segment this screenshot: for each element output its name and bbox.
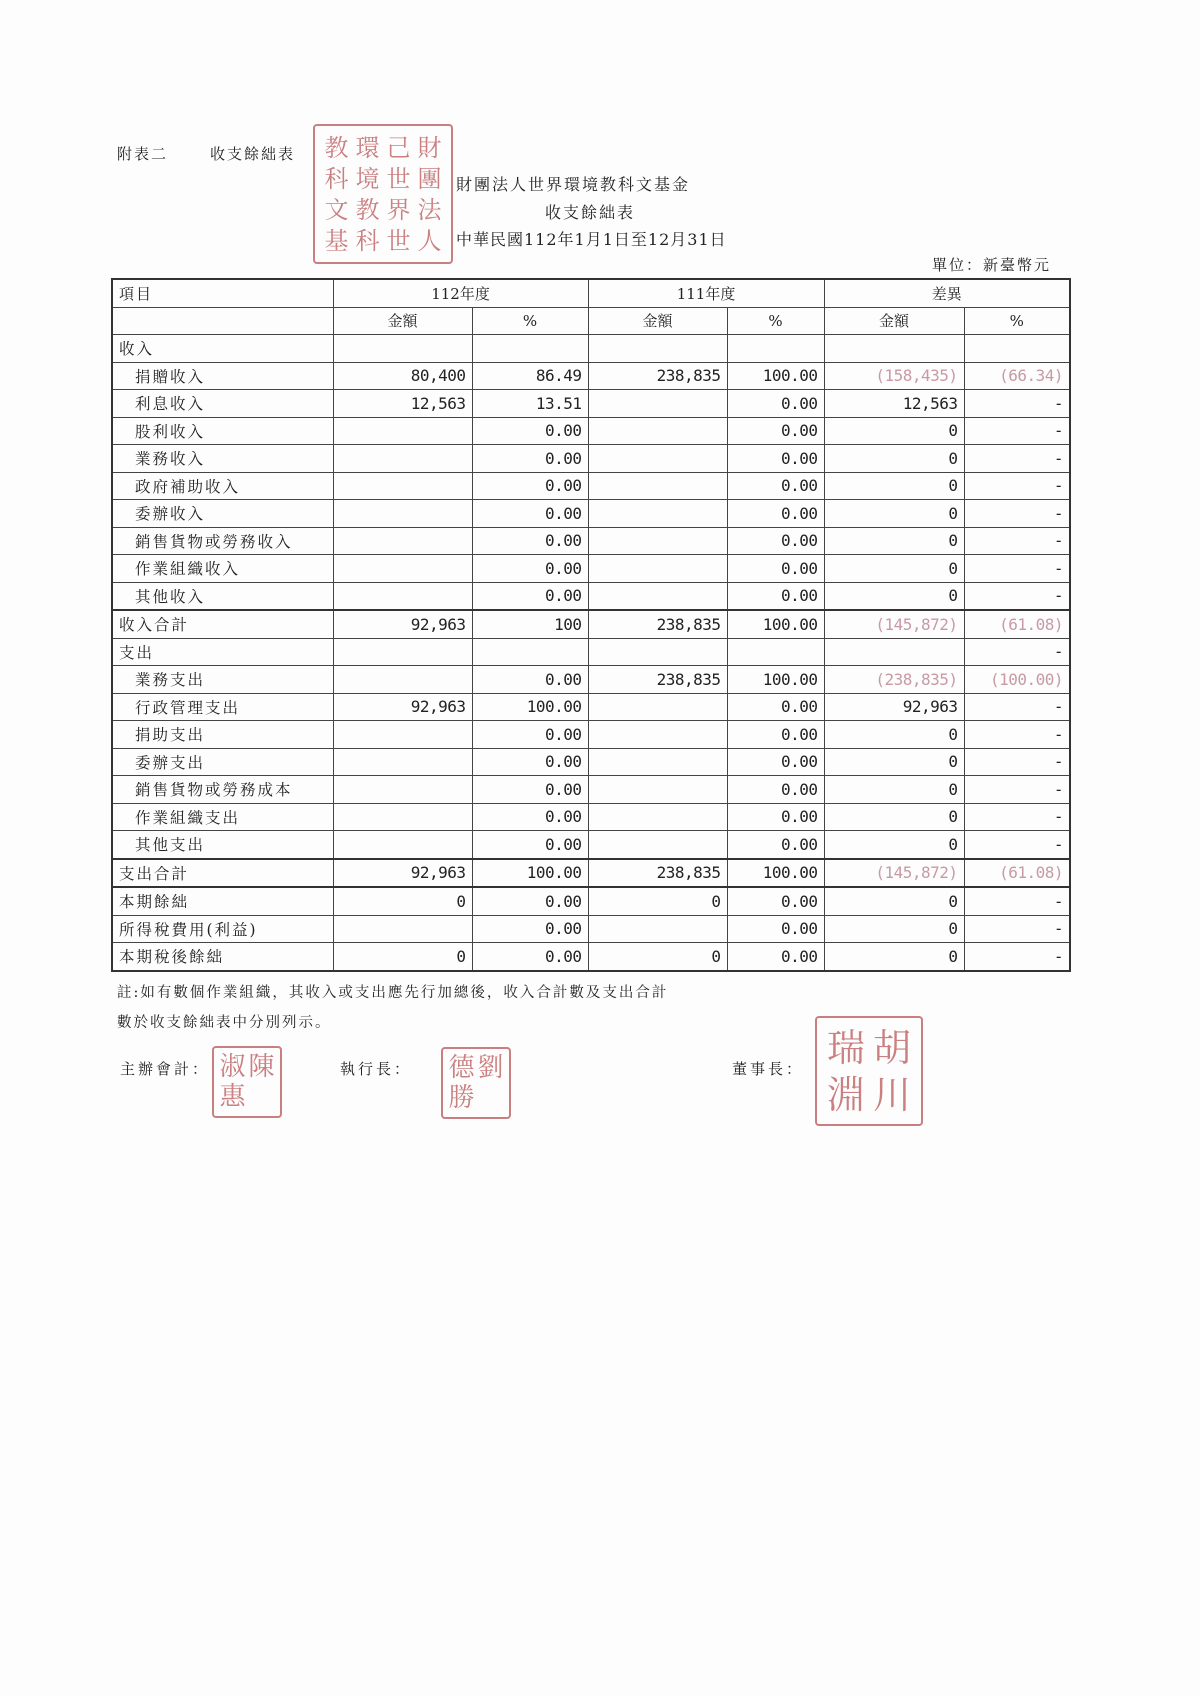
annex-title: 收支餘絀表: [210, 145, 296, 163]
cell-amount-112: [333, 445, 472, 473]
cell-amount-diff: 0: [824, 721, 964, 749]
cell-pct-111: 0.00: [727, 831, 824, 859]
cell-amount-diff: 0: [824, 943, 964, 971]
seal-glyph: 科: [324, 164, 349, 193]
table-row: [112, 335, 1070, 363]
row-label: 作業組織收入: [112, 555, 333, 583]
cell-pct-111: 100.00: [727, 666, 824, 694]
accountant-signature-label: 主辦會計：: [120, 1060, 211, 1078]
cell-pct-111: 0.00: [727, 915, 824, 943]
table-row: [112, 915, 1070, 943]
column-group-difference: 差異: [824, 279, 1070, 307]
report-period: 中華民國112年1月1日至12月31日: [456, 230, 727, 249]
seal-glyph: 財: [417, 133, 442, 162]
table-row: [112, 831, 1070, 859]
cell-pct-diff: -: [964, 527, 1070, 555]
cell-amount-diff: 0: [824, 500, 964, 528]
cell-pct-111: 0.00: [727, 445, 824, 473]
cell-amount-diff: (158,435): [824, 362, 964, 390]
cell-pct-112: 0.00: [472, 527, 588, 555]
row-label: 捐贈收入: [112, 362, 333, 390]
cell-amount-diff: 0: [824, 417, 964, 445]
cell-amount-111: [588, 472, 727, 500]
cell-pct-diff: -: [964, 803, 1070, 831]
seal-glyph: 基: [324, 226, 349, 255]
table-row: [112, 693, 1070, 721]
row-label: 其他支出: [112, 831, 333, 859]
column-group-111: 111年度: [588, 279, 824, 307]
cell-amount-112: [333, 803, 472, 831]
cell-amount-112: 92,963: [333, 693, 472, 721]
seal-glyph: 界: [386, 195, 411, 224]
cell-pct-112: [472, 335, 588, 363]
row-label: 業務支出: [112, 666, 333, 694]
seal-glyph: 陳: [248, 1052, 275, 1082]
cell-pct-112: 0.00: [472, 776, 588, 804]
annex-label: 附表二: [117, 145, 169, 163]
seal-glyph: 文: [324, 195, 349, 224]
cell-pct-112: 100.00: [472, 693, 588, 721]
cell-amount-111: 238,835: [588, 666, 727, 694]
table-row: [112, 417, 1070, 445]
cell-amount-diff: 0: [824, 803, 964, 831]
cell-pct-diff: -: [964, 445, 1070, 473]
footnote: [117, 978, 668, 1038]
cell-pct-112: 86.49: [472, 362, 588, 390]
cell-amount-111: [588, 390, 727, 418]
cell-amount-112: 0: [333, 887, 472, 915]
table-row: [112, 362, 1070, 390]
column-header-pct-111: %: [727, 307, 824, 335]
cell-pct-111: 0.00: [727, 776, 824, 804]
cell-amount-112: [333, 582, 472, 610]
cell-amount-diff: 0: [824, 555, 964, 583]
seal-glyph: 團: [417, 164, 442, 193]
column-header-item: 項目: [112, 279, 333, 307]
row-label: 收入合計: [112, 610, 333, 638]
table-header-row-groups: [112, 279, 1070, 307]
cell-amount-111: [588, 803, 727, 831]
row-label: 委辦支出: [112, 748, 333, 776]
seal-glyph: 勝: [448, 1083, 475, 1113]
cell-pct-111: 100.00: [727, 859, 824, 888]
cell-amount-diff: [824, 638, 964, 666]
cell-amount-diff: (238,835): [824, 666, 964, 694]
cell-amount-112: 12,563: [333, 390, 472, 418]
income-expense-table: [111, 278, 1071, 972]
cell-pct-111: 0.00: [727, 748, 824, 776]
cell-pct-111: 0.00: [727, 390, 824, 418]
column-header-amount-diff: 金額: [824, 307, 964, 335]
cell-pct-111: 0.00: [727, 417, 824, 445]
cell-amount-diff: 0: [824, 831, 964, 859]
table-row: [112, 638, 1070, 666]
table-row: [112, 445, 1070, 473]
cell-amount-diff: 0: [824, 748, 964, 776]
cell-amount-diff: 0: [824, 472, 964, 500]
cell-pct-112: 0.00: [472, 555, 588, 583]
cell-amount-111: [588, 335, 727, 363]
cell-pct-diff: -: [964, 638, 1070, 666]
cell-pct-111: 100.00: [727, 610, 824, 638]
seal-glyph: 劉: [477, 1053, 504, 1083]
chair-seal-stamp: [815, 1016, 923, 1126]
table-row: [112, 610, 1070, 638]
cell-amount-111: [588, 915, 727, 943]
accountant-seal-stamp: [212, 1046, 282, 1118]
cell-amount-diff: 12,563: [824, 390, 964, 418]
cell-amount-111: [588, 582, 727, 610]
cell-amount-diff: 0: [824, 582, 964, 610]
seal-glyph: 世: [386, 164, 411, 193]
table-row: [112, 582, 1070, 610]
seal-glyph: 境: [355, 164, 380, 193]
chair-signature-label: 董事長：: [732, 1060, 805, 1078]
cell-pct-112: 0.00: [472, 666, 588, 694]
cell-amount-112: 92,963: [333, 859, 472, 888]
footnote-line-1: 註:如有數個作業組織，其收入或支出應先行加總後，收入合計數及支出合計: [117, 985, 669, 1001]
cell-pct-112: 0.00: [472, 472, 588, 500]
row-label: 支出合計: [112, 859, 333, 888]
cell-amount-diff: [824, 335, 964, 363]
cell-amount-111: [588, 721, 727, 749]
cell-amount-diff: 0: [824, 527, 964, 555]
seal-glyph: 環: [355, 133, 380, 162]
cell-amount-112: [333, 472, 472, 500]
cell-pct-112: 0.00: [472, 748, 588, 776]
table-row: [112, 859, 1070, 888]
cell-pct-diff: -: [964, 472, 1070, 500]
cell-amount-112: [333, 335, 472, 363]
cell-amount-111: 238,835: [588, 362, 727, 390]
column-group-112: 112年度: [333, 279, 588, 307]
cell-pct-111: 0.00: [727, 887, 824, 915]
table-row: [112, 555, 1070, 583]
table-row: [112, 666, 1070, 694]
cell-pct-diff: -: [964, 721, 1070, 749]
seal-glyph: 淵: [826, 1072, 865, 1117]
cell-pct-112: 100: [472, 610, 588, 638]
row-label: 本期稅後餘絀: [112, 943, 333, 971]
ceo-seal-stamp: [441, 1047, 511, 1119]
cell-pct-diff: (61.08): [964, 859, 1070, 888]
row-label: 所得稅費用(利益): [112, 915, 333, 943]
cell-amount-112: [333, 666, 472, 694]
row-label: 作業組織支出: [112, 803, 333, 831]
seal-glyph: 科: [355, 226, 380, 255]
table-row: [112, 500, 1070, 528]
cell-pct-112: 0.00: [472, 943, 588, 971]
table-row: [112, 887, 1070, 915]
cell-pct-111: 100.00: [727, 362, 824, 390]
cell-pct-diff: (66.34): [964, 362, 1070, 390]
row-label: 收入: [112, 335, 333, 363]
cell-amount-111: [588, 748, 727, 776]
seal-glyph: 惠: [219, 1082, 246, 1112]
cell-pct-diff: -: [964, 748, 1070, 776]
ceo-signature-label: 執行長：: [340, 1060, 413, 1078]
table-row: [112, 472, 1070, 500]
cell-pct-diff: -: [964, 417, 1070, 445]
cell-amount-diff: (145,872): [824, 610, 964, 638]
row-label: 銷售貨物或勞務成本: [112, 776, 333, 804]
seal-glyph: 教: [355, 195, 380, 224]
table-row: [112, 776, 1070, 804]
cell-pct-111: 0.00: [727, 803, 824, 831]
cell-pct-diff: -: [964, 693, 1070, 721]
seal-glyph: 川: [872, 1072, 911, 1117]
cell-amount-diff: 0: [824, 445, 964, 473]
column-header-amount-111: 金額: [588, 307, 727, 335]
organization-seal-stamp: [313, 124, 453, 264]
seal-glyph: 瑞: [826, 1025, 865, 1070]
cell-amount-diff: 92,963: [824, 693, 964, 721]
cell-pct-112: 0.00: [472, 445, 588, 473]
table-row: [112, 390, 1070, 418]
cell-pct-diff: -: [964, 390, 1070, 418]
cell-amount-111: 238,835: [588, 610, 727, 638]
cell-amount-diff: (145,872): [824, 859, 964, 888]
cell-amount-112: [333, 555, 472, 583]
cell-amount-111: 238,835: [588, 859, 727, 888]
column-header-pct-112: %: [472, 307, 588, 335]
cell-amount-112: [333, 417, 472, 445]
cell-amount-112: [333, 915, 472, 943]
row-label: 委辦收入: [112, 500, 333, 528]
cell-pct-diff: -: [964, 831, 1070, 859]
report-title: 收支餘絀表: [545, 203, 636, 222]
cell-amount-112: [333, 721, 472, 749]
cell-pct-112: 0.00: [472, 915, 588, 943]
row-label: 本期餘絀: [112, 887, 333, 915]
table-header-row-sub: [112, 307, 1070, 335]
cell-amount-111: [588, 555, 727, 583]
cell-amount-111: [588, 638, 727, 666]
cell-pct-diff: (61.08): [964, 610, 1070, 638]
cell-amount-111: [588, 500, 727, 528]
cell-amount-112: [333, 500, 472, 528]
column-header-pct-diff: %: [964, 307, 1070, 335]
cell-amount-112: 80,400: [333, 362, 472, 390]
cell-pct-111: 0.00: [727, 721, 824, 749]
row-label: 股利收入: [112, 417, 333, 445]
cell-pct-112: [472, 638, 588, 666]
currency-unit: 單位：新臺幣元: [932, 256, 1052, 274]
cell-pct-111: 0.00: [727, 943, 824, 971]
cell-pct-112: 0.00: [472, 582, 588, 610]
cell-amount-111: [588, 831, 727, 859]
cell-amount-112: [333, 527, 472, 555]
seal-glyph: 法: [417, 195, 442, 224]
seal-glyph: 胡: [872, 1025, 911, 1070]
cell-amount-diff: 0: [824, 915, 964, 943]
cell-pct-112: 0.00: [472, 500, 588, 528]
cell-pct-diff: -: [964, 943, 1070, 971]
cell-pct-diff: -: [964, 915, 1070, 943]
seal-glyph: 人: [417, 226, 442, 255]
cell-pct-112: 100.00: [472, 859, 588, 888]
cell-pct-diff: -: [964, 582, 1070, 610]
cell-amount-112: [333, 748, 472, 776]
cell-pct-111: 0.00: [727, 500, 824, 528]
row-label: 利息收入: [112, 390, 333, 418]
row-label: 政府補助收入: [112, 472, 333, 500]
footnote-line-2: 數於收支餘絀表中分別列示。: [117, 1015, 332, 1031]
seal-glyph: 教: [324, 133, 349, 162]
cell-amount-112: [333, 638, 472, 666]
cell-pct-diff: (100.00): [964, 666, 1070, 694]
row-label: 行政管理支出: [112, 693, 333, 721]
row-label: 業務收入: [112, 445, 333, 473]
cell-amount-111: [588, 776, 727, 804]
cell-pct-111: [727, 335, 824, 363]
cell-amount-112: [333, 776, 472, 804]
row-label: 其他收入: [112, 582, 333, 610]
cell-pct-111: [727, 638, 824, 666]
cell-amount-diff: 0: [824, 776, 964, 804]
cell-amount-111: 0: [588, 943, 727, 971]
cell-pct-111: 0.00: [727, 472, 824, 500]
cell-pct-112: 0.00: [472, 803, 588, 831]
cell-pct-112: 0.00: [472, 417, 588, 445]
cell-pct-diff: [964, 335, 1070, 363]
cell-pct-111: 0.00: [727, 527, 824, 555]
cell-pct-diff: -: [964, 887, 1070, 915]
row-label: 捐助支出: [112, 721, 333, 749]
table-row: [112, 803, 1070, 831]
seal-glyph: 淑: [219, 1052, 246, 1082]
table-row: [112, 943, 1070, 971]
cell-amount-112: 0: [333, 943, 472, 971]
seal-glyph: [247, 1082, 276, 1112]
cell-pct-111: 0.00: [727, 582, 824, 610]
table-row: [112, 721, 1070, 749]
cell-pct-diff: -: [964, 500, 1070, 528]
cell-pct-112: 13.51: [472, 390, 588, 418]
seal-glyph: 世: [386, 226, 411, 255]
cell-pct-diff: -: [964, 776, 1070, 804]
cell-amount-111: [588, 527, 727, 555]
seal-glyph: [476, 1083, 505, 1113]
table-row: [112, 527, 1070, 555]
cell-pct-diff: -: [964, 555, 1070, 583]
cell-amount-112: [333, 831, 472, 859]
cell-pct-112: 0.00: [472, 721, 588, 749]
cell-pct-111: 0.00: [727, 555, 824, 583]
row-label: 支出: [112, 638, 333, 666]
organization-name: 財團法人世界環境教科文基金: [456, 175, 691, 194]
cell-amount-111: [588, 445, 727, 473]
cell-amount-111: [588, 693, 727, 721]
cell-amount-111: [588, 417, 727, 445]
cell-amount-diff: 0: [824, 887, 964, 915]
cell-pct-112: 0.00: [472, 887, 588, 915]
row-label: 銷售貨物或勞務收入: [112, 527, 333, 555]
table-row: [112, 748, 1070, 776]
seal-glyph: 德: [448, 1053, 475, 1083]
seal-glyph: 己: [386, 133, 411, 162]
column-header-amount-112: 金額: [333, 307, 472, 335]
cell-amount-112: 92,963: [333, 610, 472, 638]
cell-amount-111: 0: [588, 887, 727, 915]
column-header-blank: [112, 307, 333, 335]
cell-pct-111: 0.00: [727, 693, 824, 721]
cell-pct-112: 0.00: [472, 831, 588, 859]
